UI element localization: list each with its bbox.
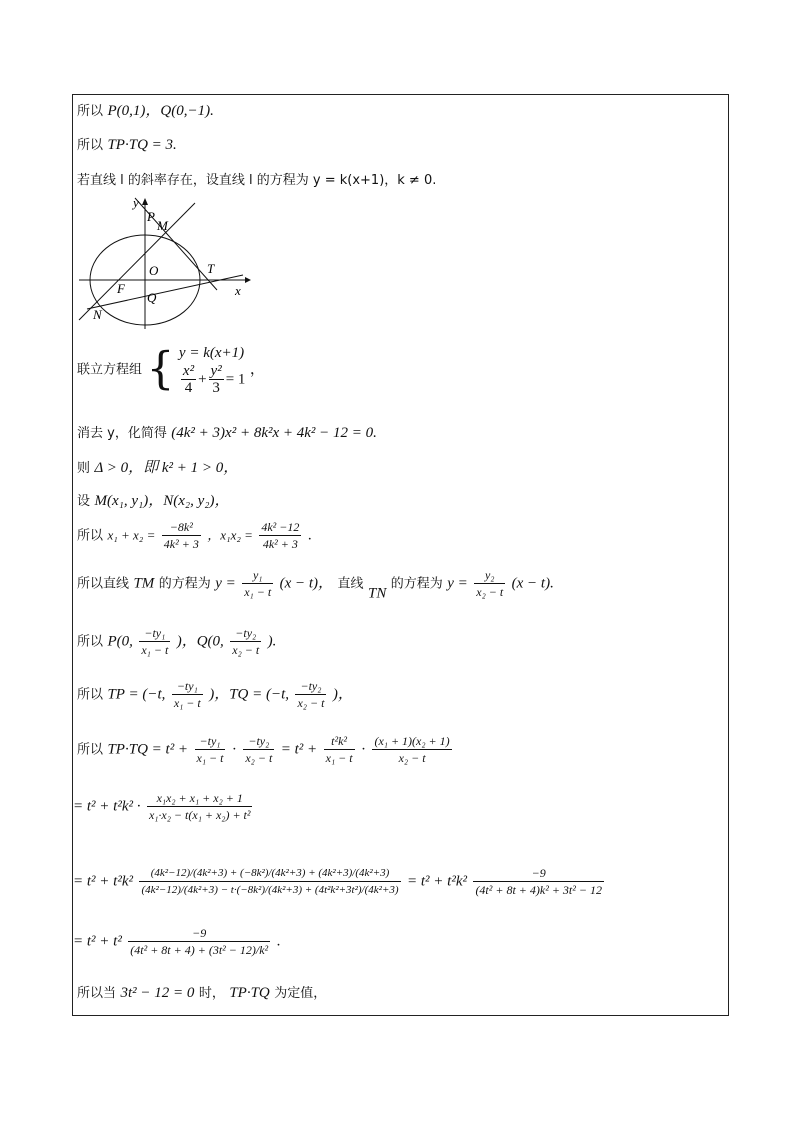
line-mn xyxy=(79,203,195,320)
line-tm-tn-equations: 所以直线 TM 的方程为 y = $\frac{\text{y₁}}{\text{x₁ − t}}$ (x − t)， 直线 TN 的方程为 y = $\frac{\text{y₂}}{\text{x₂ − t}}$ (x − t). xyxy=(77,568,554,602)
line-dot-product-3: 所以 TP·TQ = 3. xyxy=(77,137,177,153)
solution-frame xyxy=(72,94,729,1016)
ellipse-figure xyxy=(77,195,257,330)
line-pq-coordinates: 所以 P(0, $\frac{\text{−ty₁}}{\text{x₁ − t}}$ )，Q(0, $\frac{\text{−ty₂}}{\text{x₂ − t}}$ ). xyxy=(77,626,277,657)
y-axis-arrow xyxy=(142,198,148,205)
line-p-q-points: 所以 P(0,1)，Q(0,−1). xyxy=(77,103,214,119)
label-f: F xyxy=(117,281,125,296)
label-x: x xyxy=(235,283,241,298)
line-system-equations: 联立方程组 { y = k(x+1) $\frac{\text{x²}}{4}$ + $\frac{\text{y²}}{3}$ = 1 ， xyxy=(77,343,265,396)
label-m: M xyxy=(157,218,168,233)
system-brace: { xyxy=(146,343,175,395)
label-n: N xyxy=(93,307,102,322)
line-conclusion: 所以当 3t² − 12 = 0 时， TP·TQ 为定值， xyxy=(77,985,327,1001)
line-vectors-tp-tq: 所以 TP = (−t, $\frac{\text{−ty₁}}{\text{x₁ − t}}$ )，TQ = (−t, $\frac{\text{−ty₂}}{\text{x₂ − t}}$ )， xyxy=(77,679,353,710)
line-simplified: = t² + t² $\frac{-9}{\text{(4t² + 8t + 4) + (3t² − 12)/k²}}$ . xyxy=(73,926,281,957)
label-q: Q xyxy=(147,290,157,305)
line-vieta: 所以 x₁ + x₂ = $\frac{\text{−8k²}}{\text{4k² + 3}}$ ，x₁x₂ = $\frac{\text{4k² −12}}{\text{4k² + 3}}$ . xyxy=(77,520,312,551)
label-o: O xyxy=(149,263,159,278)
line-set-mn: 设 M(x₁, y₁)，N(x₂, y₂)， xyxy=(77,493,230,509)
system-body: y = k(x+1) $\frac{\text{x²}}{4}$ + $\frac{\text{y²}}{3}$ = 1 xyxy=(178,345,246,396)
label-t: T xyxy=(207,261,215,276)
line-vieta-substitution: = t² + t²k² · $\frac{\text{x₁x₂ + x₁ + x₂ + 1}}{\text{x₁·x₂ − t(x₁ + x₂) + t²}}$ xyxy=(73,791,251,822)
line-big-fraction: = t² + t²k² $\frac{\text{(4k²−12)/(4k²+3) + (−8k²)/(4k²+3) + (4k²+3)/(4k²+3)}}{\text{(4k²−12)/(4k²+3) − t·(−8k²)/(4k²+3) + (4t²k²+3t²)/(4k²+3)}}$ = t² + t²k² $\frac{-9}{\text{(4t² + 8t + 4)k² + 3t² − 12}}$ xyxy=(73,866,602,897)
x-axis-arrow xyxy=(245,277,251,283)
line-slope-assumption: 若直线 l 的斜率存在，设直线 l 的方程为 y = k(x+1)，k ≠ 0. xyxy=(77,173,437,188)
line-eliminate-y: 消去 y，化简得 (4k² + 3)x² + 8k²x + 4k² − 12 = 0. xyxy=(77,425,377,441)
line-discriminant: 则 Δ > 0，即 k² + 1 > 0， xyxy=(77,460,239,476)
label-p: P xyxy=(147,209,155,224)
label-y: y xyxy=(133,195,139,210)
line-dot-product-expand: 所以 TP·TQ = t² + $\frac{\text{−ty₁}}{\text{x₁ − t}}$ · $\frac{\text{−ty₂}}{\text{x₂ − t}}$ = t² + $\frac{\text{t²k²}}{\text{x₁ − t}}$ · $\frac{\text{(x₁ + 1)(x₂ + 1)}}{\text{x₂ − t}}$ xyxy=(77,734,450,765)
